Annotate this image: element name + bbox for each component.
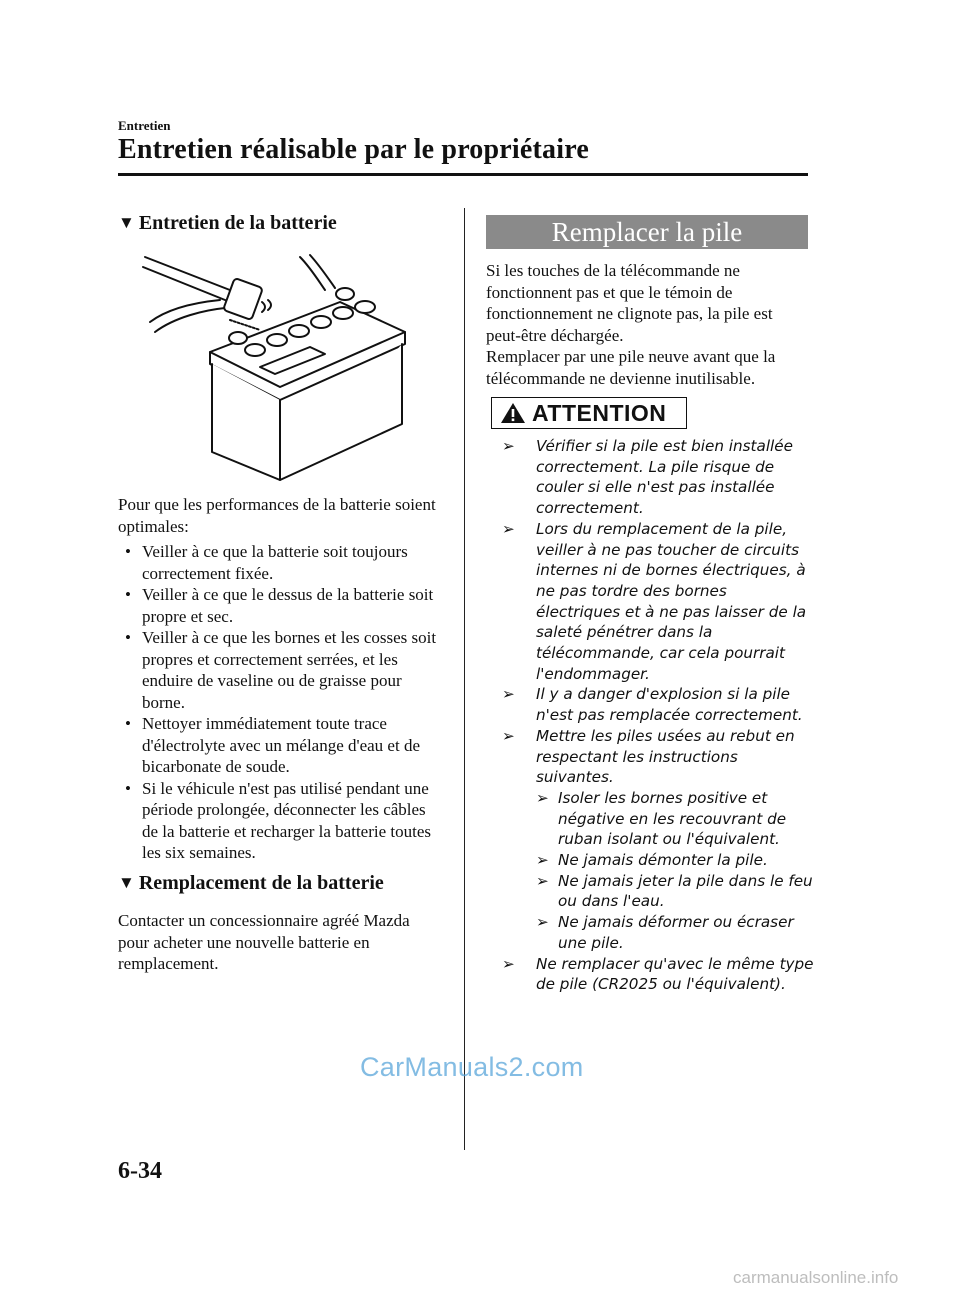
list-item xyxy=(118,541,438,584)
arrowhead-icon: ➢ xyxy=(502,726,515,745)
arrowhead-icon: ➢ xyxy=(536,851,549,870)
sub-list-item-text: Ne jamais déformer ou écraser une pile. xyxy=(558,913,794,952)
column-divider xyxy=(464,208,465,1150)
list-item xyxy=(494,436,814,519)
battery-maintenance-heading-text: Entretien de la batterie xyxy=(138,212,337,234)
page-title: Entretien réalisable par le propriétaire xyxy=(118,134,589,165)
list-item xyxy=(118,778,438,864)
bullet-dot-icon: • xyxy=(125,542,131,561)
battery-replacement-text: Contacter un concessionnaire agréé Mazda pour acheter une nouvelle batterie en remplacement. xyxy=(118,911,410,973)
list-item-text: Si le véhicule n'est pas utilisé pendant une période prolongée, déconnecter les câbles de la batterie et recharger la batterie toutes les six semaines. xyxy=(142,778,431,862)
triangle-down-icon: ▼ xyxy=(118,873,135,892)
triangle-down-icon: ▼ xyxy=(118,213,135,232)
attention-list xyxy=(494,436,814,995)
warning-triangle-icon xyxy=(500,402,526,424)
sub-list-item xyxy=(494,850,814,871)
bullet-dot-icon: • xyxy=(125,585,131,604)
list-item xyxy=(118,584,438,627)
watermark: CarManuals2.com xyxy=(360,1052,584,1082)
battery-tips-list xyxy=(118,541,438,864)
list-item-text: Mettre les piles usées au rebut en respectant les instructions suivantes. xyxy=(536,726,795,787)
bullet-dot-icon: • xyxy=(125,778,131,798)
list-item xyxy=(494,954,814,995)
list-item-text: Lors du remplacement de la pile, veiller à ne pas toucher de circuits internes ni de bornes électriques, à ne pas tordre des bornes électriques et à ne pas laisser de la saleté pénétrer dans la télécommande, car cela pourrait l'endommager. xyxy=(536,519,807,683)
remote-intro-paragraph-1: Si les touches de la télécommande ne fonctionnent pas et que le témoin de fonctionnement ne clignote pas, la pile est peut-être déchargée. xyxy=(486,261,773,345)
list-item-text: Ne remplacer qu'avec le même type de pile (CR2025 ou l'équivalent). xyxy=(536,954,814,994)
title-rule xyxy=(118,173,808,176)
arrowhead-icon: ➢ xyxy=(502,437,515,455)
sub-list-item-text: Ne jamais démonter la pile. xyxy=(558,851,768,870)
footer-site-link[interactable]: carmanualsonline.info xyxy=(733,1268,899,1287)
sub-list-item xyxy=(494,871,814,912)
arrowhead-icon: ➢ xyxy=(502,685,515,704)
list-item xyxy=(494,519,814,685)
list-item xyxy=(494,726,814,788)
replace-battery-banner: Remplacer la pile xyxy=(486,215,808,249)
arrowhead-icon: ➢ xyxy=(536,788,549,807)
attention-box xyxy=(491,397,687,429)
battery-cleaning-illustration xyxy=(140,252,430,482)
battery-intro: Pour que les performances de la batterie soient optimales: xyxy=(118,495,436,536)
list-item-text: Il y a danger d'explosion si la pile n'est pas remplacée correctement. xyxy=(536,685,803,725)
attention-label: ATTENTION xyxy=(532,400,667,426)
arrowhead-icon: ➢ xyxy=(502,519,515,538)
battery-maintenance-heading xyxy=(118,212,337,235)
sub-list-item-text: Ne jamais jeter la pile dans le feu ou dans l'eau. xyxy=(558,871,813,911)
battery-replacement-heading-text: Remplacement de la batterie xyxy=(138,872,384,894)
sub-list-item xyxy=(494,788,814,850)
list-item-text: Nettoyer immédiatement toute trace d'électrolyte avec un mélange d'eau et de bicarbonate de soude. xyxy=(142,714,420,776)
remote-battery-intro xyxy=(486,260,811,389)
list-item-text: Vérifier si la pile est bien installée correctement. La pile risque de couler si elle n'est pas installée correctement. xyxy=(536,437,793,518)
arrowhead-icon: ➢ xyxy=(536,871,549,890)
list-item xyxy=(494,684,814,725)
arrowhead-icon: ➢ xyxy=(502,954,515,973)
bullet-dot-icon: • xyxy=(125,628,131,647)
battery-replacement-heading xyxy=(118,872,384,895)
page-number: 6-34 xyxy=(118,1158,162,1184)
remote-intro-paragraph-2: Remplacer par une pile neuve avant que la télécommande ne devienne inutilisable. xyxy=(486,347,776,388)
bullet-dot-icon: • xyxy=(125,714,131,733)
list-item-text: Veiller à ce que la batterie soit toujours correctement fixée. xyxy=(142,542,408,583)
list-item xyxy=(118,713,438,778)
list-item xyxy=(118,627,438,713)
sub-list-item-text: Isoler les bornes positive et négative en les recouvrant de ruban isolant ou l'équivalent. xyxy=(558,788,787,849)
arrowhead-icon: ➢ xyxy=(536,913,549,932)
sub-list-item xyxy=(494,912,814,953)
list-item-text: Veiller à ce que le dessus de la batterie soit propre et sec. xyxy=(142,585,434,626)
section-label: Entretien xyxy=(118,118,171,133)
list-item-text: Veiller à ce que les bornes et les cosses soit propres et correctement serrées, et les enduire de vaseline ou de graisse pour borne. xyxy=(142,628,437,712)
